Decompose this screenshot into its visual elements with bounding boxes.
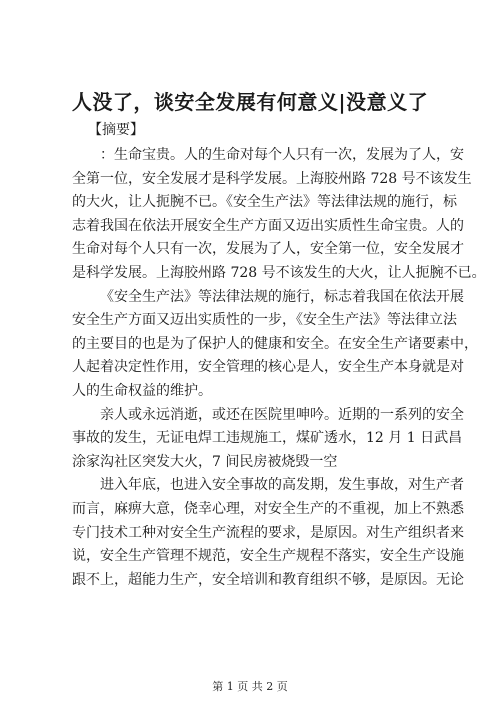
text-line: 而言，麻痹大意，侥幸心理，对安全生产的不重视，加上不熟悉 [72, 500, 464, 517]
paragraph-1 [72, 144, 486, 286]
paragraph-4 [72, 474, 464, 592]
text-line: 志着我国在依法开展安全生产方面又迈出实质性生命宝贵。人的 [72, 217, 464, 234]
text-line: 的主要目的也是为了保护人的健康和安全。在安全生产诸要素中， [72, 335, 478, 352]
text-line: 是科学发展。上海胶州路 728 号不该发生的大火，让人扼腕不已。 [72, 264, 486, 281]
text-line: 安全生产方面又迈出实质性的一步，《安全生产法》等法律立法 [72, 312, 457, 329]
page-number-footer: 第 1 页 共 2 页 [212, 680, 288, 693]
text-line: 事故的发生，无证电焊工违规施工，煤矿透水，12 月 1 日武昌 [72, 430, 463, 447]
paragraph-2 [72, 286, 478, 404]
text-line: 进入年底，也进入安全事故的高发期，发生事故，对生产者 [100, 477, 464, 494]
text-line: 《安全生产法》等法律法规的施行，标志着我国在依法开展 [100, 288, 464, 305]
document-body [72, 144, 486, 592]
text-line: 说，安全生产管理不规范，安全生产规程不落实，安全生产设施 [72, 548, 464, 565]
document-title: 人没了，谈安全发展有何意义|没意义了 [71, 90, 429, 114]
text-line: 人的生命权益的维护。 [72, 382, 212, 399]
text-line: 涂家沟社区突发大火，7 间民房被烧毁一空 [72, 453, 338, 470]
text-line: 全第一位，安全发展才是科学发展。上海胶州路 728 号不该发生 [72, 170, 472, 187]
text-line: 跟不上，超能力生产，安全培训和教育组织不够，是原因。无论 [72, 571, 464, 588]
text-line: ：生命宝贵。人的生命对每个人只有一次，发展为了人，安 [100, 147, 464, 163]
text-line: 生命对每个人只有一次，发展为了人，安全第一位，安全发展才 [72, 241, 464, 258]
text-line: 的大火，让人扼腕不已。《安全生产法》等法律法规的施行，标 [72, 194, 457, 211]
paragraph-3 [72, 404, 464, 475]
text-line: 人起着决定性作用，安全管理的核心是人，安全生产本身就是对 [72, 359, 464, 376]
text-line: 亲人或永远消逝，或还在医院里呻吟。近期的一系列的安全 [100, 406, 464, 423]
text-line: 专门技术工种对安全生产流程的要求，是原因。对生产组织者来 [72, 524, 464, 541]
abstract-label: 【摘要】 [88, 122, 144, 138]
